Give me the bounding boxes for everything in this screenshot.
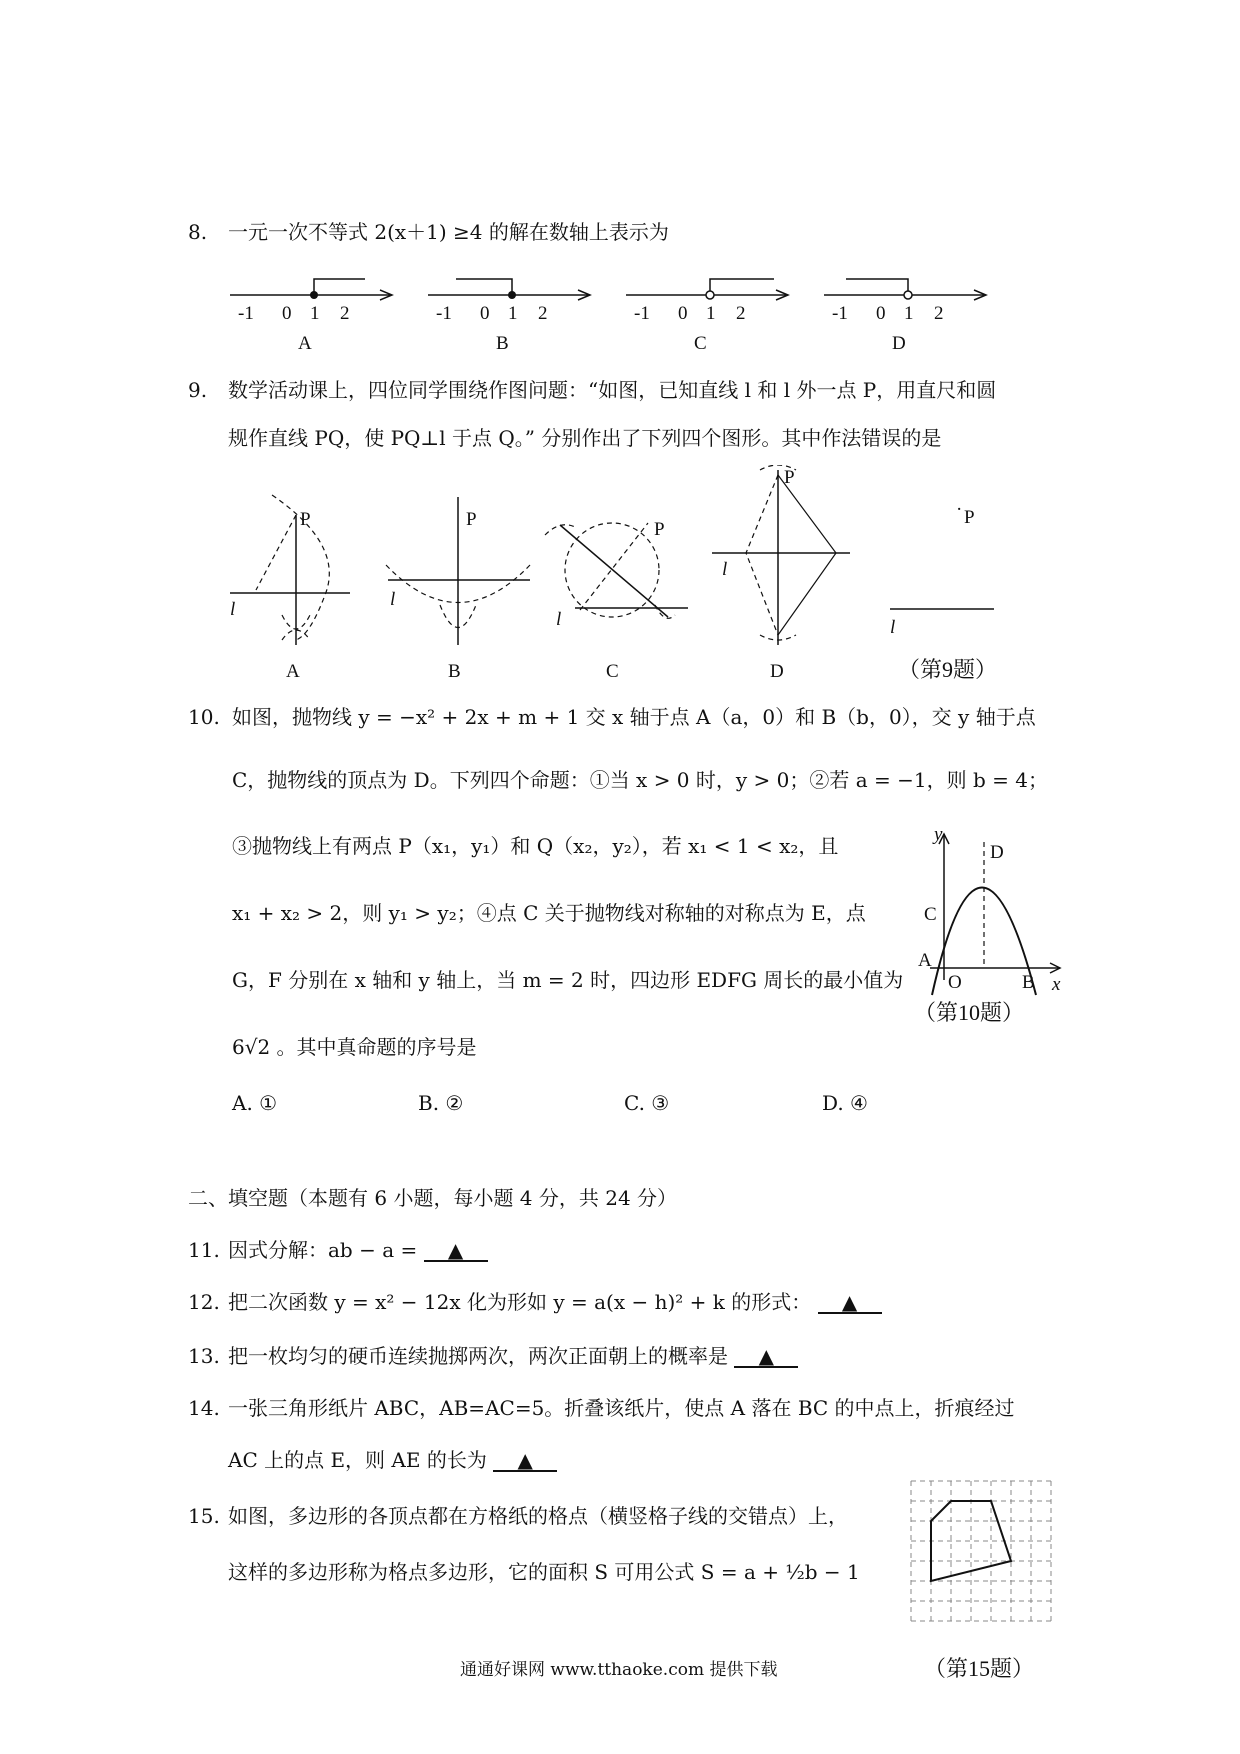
q11-number: 11.: [188, 1238, 220, 1262]
tick-label: 0: [282, 303, 292, 324]
svg-text:（第10题）: （第10题）: [914, 1000, 1025, 1025]
svg-text:y: y: [934, 824, 943, 845]
tick-label: 1: [904, 303, 914, 324]
footer-credit: 通通好课网 www.tthaoke.com 提供下载: [460, 1660, 778, 1680]
q9-fig-d: [712, 465, 850, 682]
q10-option-d: D. ④: [822, 1091, 868, 1115]
q10-line5: G，F 分别在 x 轴和 y 轴上，当 m = 2 时，四边形 EDFG 周长的最小值为: [232, 968, 904, 992]
q9-fig-c: [545, 519, 688, 682]
q11-text: 因式分解：ab − a = ▲: [228, 1240, 488, 1262]
q13-answer-blank[interactable]: ▲: [734, 1346, 798, 1368]
option-label: C: [694, 333, 707, 354]
svg-text:B: B: [448, 661, 461, 682]
q10-line2: C，抛物线的顶点为 D。下列四个命题：①当 x > 0 时，y > 0；②若 a = −1，则 b = 4；: [232, 768, 1048, 792]
q9-fig-a: [230, 495, 350, 682]
tick-label: 2: [736, 303, 746, 324]
number-line-b: [428, 279, 590, 354]
q8-stem: 一元一次不等式 2(x＋1) ≥4 的解在数轴上表示为: [228, 220, 669, 244]
q8-number-lines: [0, 265, 1240, 355]
q14-line2: AC 上的点 E，则 AE 的长为 ▲: [228, 1450, 557, 1472]
q12-answer-blank[interactable]: ▲: [818, 1292, 882, 1314]
q9-problem-fig: [890, 499, 997, 682]
tick-label: -1: [634, 303, 650, 324]
q10-parabola-figure: [910, 820, 1070, 1030]
svg-text:l: l: [556, 609, 562, 630]
q12-text: 把二次函数 y = x² − 12x 化为形如 y = a(x − h)² + k 的形式： ▲: [228, 1292, 882, 1314]
svg-text:P: P: [300, 509, 311, 530]
number-line-c: [626, 279, 788, 354]
svg-text:·: ·: [956, 499, 963, 520]
number-line-d: [824, 279, 986, 354]
q9-line1: 数学活动课上，四位同学围绕作图问题：“如图，已知直线 l 和 l 外一点 P，用直尺和圆: [228, 378, 997, 402]
option-label: D: [892, 333, 906, 354]
svg-text:（第15题）: （第15题）: [924, 1656, 1035, 1681]
q13-number: 13.: [188, 1344, 220, 1368]
tick-label: 0: [876, 303, 886, 324]
q13-text: 把一枚均匀的硬币连续抛掷两次，两次正面朝上的概率是 ▲: [228, 1346, 798, 1368]
svg-text:P: P: [964, 507, 975, 528]
q8-number: 8.: [188, 220, 208, 244]
svg-text:l: l: [890, 617, 896, 638]
section-2-heading: 二、填空题（本题有 6 小题，每小题 4 分，共 24 分）: [188, 1186, 678, 1210]
svg-text:P: P: [466, 509, 477, 530]
svg-text:C: C: [606, 661, 619, 682]
q9-line2: 规作直线 PQ，使 PQ⊥l 于点 Q。” 分别作出了下列四个图形。其中作法错误的是: [228, 426, 942, 450]
q15-line1: 如图，多边形的各顶点都在方格纸的格点（横竖格子线的交错点）上，: [228, 1504, 848, 1528]
q15-line2: 这样的多边形称为格点多边形，它的面积 S 可用公式 S = a + ½b − 1: [228, 1560, 860, 1584]
svg-text:D: D: [990, 842, 1004, 863]
q9-number: 9.: [188, 378, 208, 402]
q10-number: 10.: [188, 705, 220, 729]
svg-text:（第9题）: （第9题）: [898, 657, 998, 682]
tick-label: 1: [508, 303, 518, 324]
q14-number: 14.: [188, 1396, 220, 1420]
option-label: B: [496, 333, 509, 354]
q9-fig-b: [386, 497, 530, 682]
q11-answer-blank[interactable]: ▲: [424, 1240, 488, 1262]
tick-label: 1: [310, 303, 320, 324]
svg-text:x: x: [1052, 974, 1061, 995]
tick-label: 2: [340, 303, 350, 324]
svg-text:A: A: [918, 950, 932, 971]
q10-line1: 如图，抛物线 y = −x² + 2x + m + 1 交 x 轴于点 A（a，0）和 B（b，0），交 y 轴于点: [232, 705, 1036, 729]
q9-figures: [0, 465, 1240, 695]
number-line-a: [230, 279, 392, 354]
svg-text:D: D: [770, 661, 784, 682]
svg-text:O: O: [948, 972, 962, 993]
svg-text:l: l: [390, 589, 396, 610]
q12-number: 12.: [188, 1290, 220, 1314]
tick-label: -1: [436, 303, 452, 324]
q15-grid-figure: [906, 1476, 1056, 1690]
tick-label: 2: [538, 303, 548, 324]
q14-line1: 一张三角形纸片 ABC，AB=AC=5。折叠该纸片，使点 A 落在 BC 的中点上，折痕经过: [228, 1396, 1015, 1420]
q10-line3: ③抛物线上有两点 P（x₁，y₁）和 Q（x₂，y₂），若 x₁ < 1 < x₂，且: [232, 834, 839, 858]
tick-label: 2: [934, 303, 944, 324]
option-label: A: [298, 333, 312, 354]
svg-text:P: P: [784, 467, 795, 488]
svg-text:B: B: [1022, 972, 1035, 993]
q10-line4: x₁ + x₂ > 2，则 y₁ > y₂；④点 C 关于抛物线对称轴的对称点为 E，点: [232, 901, 866, 925]
tick-label: 0: [480, 303, 490, 324]
svg-text:A: A: [286, 661, 300, 682]
tick-label: 1: [706, 303, 716, 324]
tick-label: -1: [832, 303, 848, 324]
svg-text:P: P: [654, 519, 665, 540]
tick-label: -1: [238, 303, 254, 324]
q15-number: 15.: [188, 1504, 220, 1528]
q10-line6: 6√2 。其中真命题的序号是: [232, 1035, 477, 1059]
svg-text:l: l: [722, 559, 728, 580]
q14-answer-blank[interactable]: ▲: [493, 1450, 557, 1472]
tick-label: 0: [678, 303, 688, 324]
q10-option-b: B. ②: [418, 1091, 464, 1115]
svg-text:C: C: [924, 904, 937, 925]
q10-option-c: C. ③: [624, 1091, 670, 1115]
svg-text:l: l: [230, 599, 236, 620]
q10-option-a: A. ①: [232, 1091, 278, 1115]
